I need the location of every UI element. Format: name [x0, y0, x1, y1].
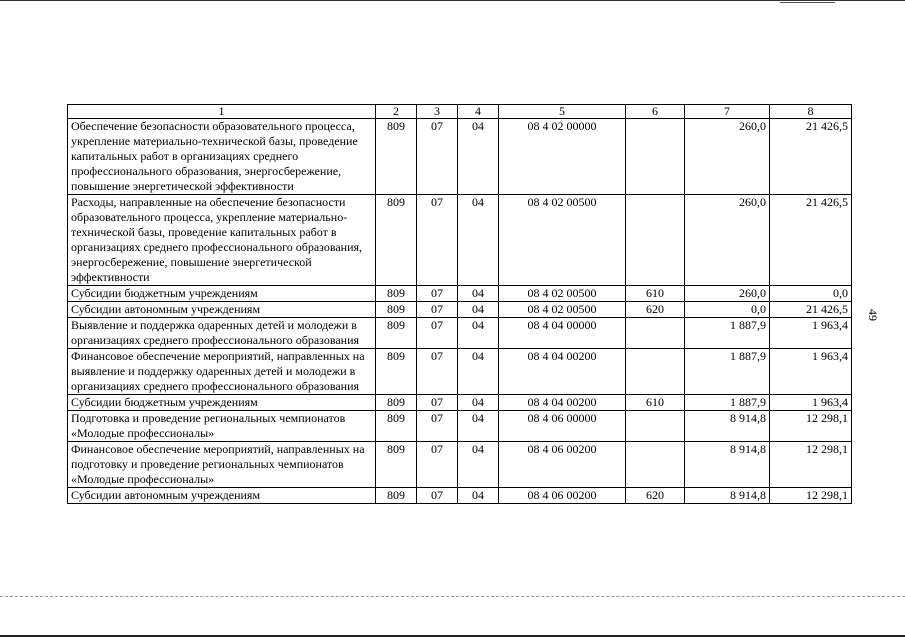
header-cell-8: 8: [770, 105, 852, 119]
header-cell-5: 5: [499, 105, 626, 119]
scan-artifact-mark: [780, 2, 835, 3]
row-name: Выявление и поддержка одаренных детей и молодежи в организациях среднего профессионального образования: [68, 318, 376, 349]
table-row: [68, 119, 852, 195]
ministry-code: 809: [376, 349, 417, 395]
row-name: Финансовое обеспечение мероприятий, направленных на выявление и поддержку одаренных детей и молодежи в организациях среднего профессионального образования: [68, 349, 376, 395]
expense-type: 610: [626, 286, 685, 302]
subsection-code: 04: [458, 411, 499, 442]
amount-col7: 8 914,8: [685, 488, 770, 504]
expense-type: 620: [626, 488, 685, 504]
ministry-code: 809: [376, 442, 417, 488]
scan-top-edge: [0, 0, 905, 1]
header-cell-1: 1: [68, 105, 376, 119]
target-article: 08 4 04 00200: [499, 349, 626, 395]
target-article: 08 4 02 00500: [499, 302, 626, 318]
subsection-code: 04: [458, 286, 499, 302]
page-number: 49: [866, 309, 880, 321]
target-article: 08 4 02 00500: [499, 286, 626, 302]
section-code: 07: [417, 119, 458, 195]
table-row: [68, 488, 852, 504]
subsection-code: 04: [458, 195, 499, 286]
section-code: 07: [417, 318, 458, 349]
header-cell-4: 4: [458, 105, 499, 119]
budget-table: [67, 104, 852, 504]
table-row: [68, 395, 852, 411]
amount-col7: 1 887,9: [685, 395, 770, 411]
scan-artifact-dots: [0, 596, 905, 598]
subsection-code: 04: [458, 488, 499, 504]
amount-col8: 12 298,1: [770, 411, 852, 442]
row-name: Субсидии бюджетным учреждениям: [68, 395, 376, 411]
ministry-code: 809: [376, 395, 417, 411]
expense-type: [626, 411, 685, 442]
amount-col8: 1 963,4: [770, 349, 852, 395]
target-article: 08 4 06 00200: [499, 442, 626, 488]
expense-type: [626, 195, 685, 286]
expense-type: 620: [626, 302, 685, 318]
ministry-code: 809: [376, 119, 417, 195]
header-cell-7: 7: [685, 105, 770, 119]
table-row: [68, 318, 852, 349]
amount-col7: 8 914,8: [685, 411, 770, 442]
target-article: 08 4 04 00200: [499, 395, 626, 411]
subsection-code: 04: [458, 119, 499, 195]
target-article: 08 4 02 00500: [499, 195, 626, 286]
ministry-code: 809: [376, 318, 417, 349]
amount-col8: 12 298,1: [770, 488, 852, 504]
header-cell-3: 3: [417, 105, 458, 119]
table-row: [68, 302, 852, 318]
amount-col8: 0,0: [770, 286, 852, 302]
row-name: Финансовое обеспечение мероприятий, направленных на подготовку и проведение региональных чемпионатов «Молодые профессионалы»: [68, 442, 376, 488]
section-code: 07: [417, 395, 458, 411]
row-name: Субсидии бюджетным учреждениям: [68, 286, 376, 302]
header-row: [68, 105, 852, 119]
subsection-code: 04: [458, 442, 499, 488]
target-article: 08 4 04 00000: [499, 318, 626, 349]
amount-col8: 1 963,4: [770, 318, 852, 349]
ministry-code: 809: [376, 302, 417, 318]
scan-bottom-edge: [0, 635, 905, 637]
section-code: 07: [417, 488, 458, 504]
table-row: [68, 195, 852, 286]
section-code: 07: [417, 302, 458, 318]
amount-col8: 21 426,5: [770, 302, 852, 318]
expense-type: [626, 318, 685, 349]
amount-col8: 12 298,1: [770, 442, 852, 488]
section-code: 07: [417, 195, 458, 286]
target-article: 08 4 02 00000: [499, 119, 626, 195]
amount-col7: 260,0: [685, 119, 770, 195]
expense-type: [626, 349, 685, 395]
amount-col7: 8 914,8: [685, 442, 770, 488]
header-cell-6: 6: [626, 105, 685, 119]
ministry-code: 809: [376, 195, 417, 286]
row-name: Расходы, направленные на обеспечение безопасности образовательного процесса, укрепление материально-технической базы, проведение капитальных работ в организациях среднего профессионального образования, энергосбережение, повышение энергетической эффективности: [68, 195, 376, 286]
amount-col7: 0,0: [685, 302, 770, 318]
expense-type: [626, 119, 685, 195]
amount-col8: 21 426,5: [770, 195, 852, 286]
amount-col7: 1 887,9: [685, 318, 770, 349]
amount-col7: 260,0: [685, 195, 770, 286]
subsection-code: 04: [458, 349, 499, 395]
table-row: [68, 442, 852, 488]
row-name: Субсидии автономным учреждениям: [68, 488, 376, 504]
section-code: 07: [417, 349, 458, 395]
subsection-code: 04: [458, 395, 499, 411]
section-code: 07: [417, 442, 458, 488]
row-name: Обеспечение безопасности образовательного процесса, укрепление материально-технической базы, проведение капитальных работ в организациях среднего профессионального образования, энергосбережение, повышение энергетической эффективности: [68, 119, 376, 195]
table-row: [68, 286, 852, 302]
amount-col7: 1 887,9: [685, 349, 770, 395]
row-name: Субсидии автономным учреждениям: [68, 302, 376, 318]
row-name: Подготовка и проведение региональных чемпионатов «Молодые профессионалы»: [68, 411, 376, 442]
amount-col7: 260,0: [685, 286, 770, 302]
section-code: 07: [417, 411, 458, 442]
ministry-code: 809: [376, 488, 417, 504]
ministry-code: 809: [376, 411, 417, 442]
header-cell-2: 2: [376, 105, 417, 119]
amount-col8: 1 963,4: [770, 395, 852, 411]
expense-type: 610: [626, 395, 685, 411]
expense-type: [626, 442, 685, 488]
section-code: 07: [417, 286, 458, 302]
ministry-code: 809: [376, 286, 417, 302]
target-article: 08 4 06 00200: [499, 488, 626, 504]
target-article: 08 4 06 00000: [499, 411, 626, 442]
subsection-code: 04: [458, 318, 499, 349]
subsection-code: 04: [458, 302, 499, 318]
amount-col8: 21 426,5: [770, 119, 852, 195]
table-row: [68, 349, 852, 395]
table-row: [68, 411, 852, 442]
